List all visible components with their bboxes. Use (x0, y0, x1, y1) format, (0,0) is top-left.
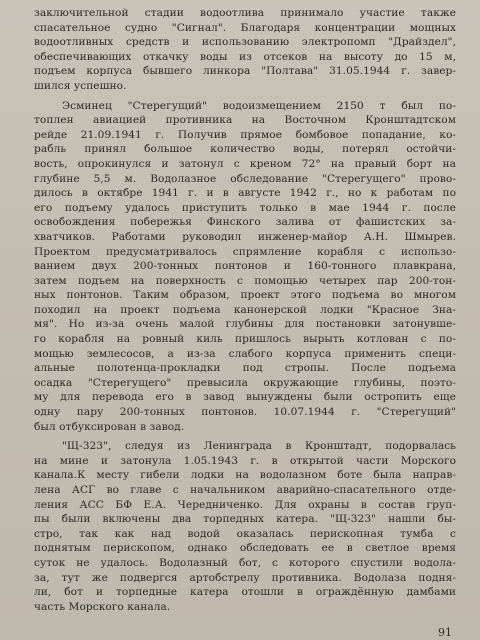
text-line: ления АСС БФ Е.А. Чередниченко. Для охраны в состав груп- (34, 498, 456, 511)
text-line: заключительной стадии водоотлива принимало участие также (34, 7, 456, 19)
text-line: часть Морского канала. (34, 600, 171, 613)
paragraph (34, 6, 456, 94)
text-line: Проектом предусматривалось спрямление корабля с использо- (34, 245, 456, 258)
text-line: был отбуксирован в завод. (34, 420, 185, 433)
text-line: подъем корпуса бывшего линкора "Полтава" 31.05.1944 г. завер- (34, 65, 456, 78)
text-line: освобождения побережья Финского залива от фашистских за- (34, 216, 456, 229)
text-line: рабль принял большое количество воды, потерял остойчи- (34, 143, 456, 156)
text-line: пы были включены два торпедных катера. "Щ-323" нашли бы- (34, 513, 456, 526)
text-line: ли, бот и торпедные катера отошли в ограждённую дамбами (34, 586, 456, 599)
text-line: хватчиков. Работами руководил инженер-майор А.Н. Шмырев. (34, 230, 456, 243)
text-line: му для перевода его в завод вынуждены были остропить еще (34, 391, 456, 404)
text-line: "Щ-323", следуя из Ленинграда в Кронштадт, подорвалась (62, 440, 456, 453)
paragraph (34, 439, 456, 614)
text-line: альные полотенца-прокладки под стропы. После подъема (34, 362, 456, 375)
text-line: одну пару 200-тонных понтонов. 10.07.1944 г. "Стерегущий" (34, 406, 456, 419)
text-line: вость, опрокинулся и затонул с креном 72° на правый борт на (34, 157, 456, 170)
text-line: ванием двух 200-тонных понтонов и 160-тонного плавкрана, (34, 260, 456, 273)
text-line: глубине 5,5 м. Водолазное обследование "Стерегущего" прово- (34, 172, 456, 185)
page-number: 91 (438, 626, 452, 639)
text-line: осадка "Стерегущего" превысила окружающие глубины, поэто- (34, 376, 456, 389)
text-line: поднятым перископом, однако обследовать ее в светлое время (34, 542, 456, 555)
text-line: суток не удалось. Водолазный бот, с которого спустили водола- (34, 556, 456, 569)
text-line: рейде 21.09.1941 г. Получив прямое бомбовое попадание, ко- (34, 128, 456, 141)
text-line: мя". Но из-за очень малой глубины для постановки затонувше- (34, 318, 456, 331)
text-line: шился успешно. (34, 79, 127, 92)
text-line: на мине и затонула 1.05.1943 г. в открытой части Морского (34, 454, 456, 467)
text-line: дилось в октябре 1941 г. и в августе 1942 г., но к работам по (34, 187, 456, 200)
body-text (34, 6, 456, 614)
text-line: мощью землесосов, а из-за слабого корпуса применить специ- (34, 347, 456, 360)
text-line: стро, так как над водой оказалась перископная тумба с (34, 527, 456, 540)
text-line: лена АСГ во главе с начальником аварийно-спасательного отде- (34, 484, 456, 496)
text-line: Эсминец "Стерегущий" водоизмещением 2150 т был по- (62, 99, 456, 112)
text-line: за, тут же подвергся артобстрелу противника. Водолаза подня- (34, 571, 456, 584)
text-line: походил на проект подъема канонерской лодки "Красное Зна- (34, 303, 456, 316)
text-line: водоотливных средств и использованию электропомп "Драйздел", (34, 36, 456, 49)
text-line: топлен авиацией противника на Восточном Кронштадтском (34, 114, 456, 127)
text-line: спасательное судно "Сигнал". Благодаря концентрации мощных (34, 21, 456, 34)
text-line: затем подъем на поверхность с помощью четырех пар 200-тон- (34, 274, 456, 287)
paragraph (34, 99, 456, 435)
text-line: канала.К месту гибели лодки на водолазном боте была направ- (34, 469, 456, 482)
text-line: его подъему удалось приступить только в мае 1944 г. после (34, 201, 456, 214)
text-line: обеспечивающих откачку воды из отсеков на высоту до 15 м, (34, 50, 456, 63)
text-line: ных понтонов. Таким образом, проект этого подъема во многом (34, 289, 456, 302)
text-line: го корабля на ровный киль пришлось вырыть котлован с по- (34, 333, 456, 346)
